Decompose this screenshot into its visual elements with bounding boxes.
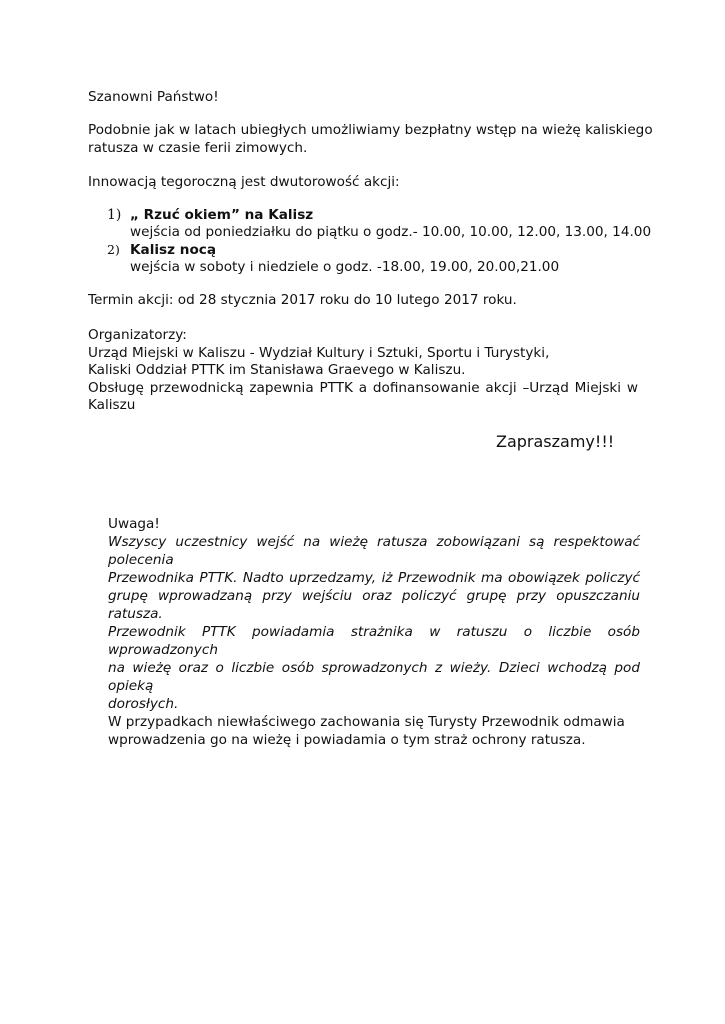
- notice-italic-line: Wszyscy uczestnicy wejść na wieżę ratusza zobowiązani są respektować polecenia: [108, 534, 640, 568]
- list-item-title: Kalisz nocą: [130, 242, 217, 258]
- notice-plain-line-1: W przypadkach niewłaściwego zachowania się Turysty Przewodnik odmawia: [108, 714, 625, 730]
- notice-italic-line: Przewodnik PTTK powiadamia strażnika w ratuszu o liczbie osób wprowadzonych: [108, 624, 640, 658]
- organizers-line-1: Urząd Miejski w Kaliszu - Wydział Kultury i Sztuki, Sportu i Turystyki,: [88, 345, 550, 361]
- list-item-detail: wejścia w soboty i niedziele o godz. -18.00, 19.00, 20.00,21.00: [130, 259, 560, 275]
- list-item-number: 2): [107, 242, 120, 257]
- organizers-line-3: Obsługę przewodnicką zapewnia PTTK a dofinansowanie akcji –Urząd Miejski w: [88, 380, 638, 396]
- notice-block: [108, 515, 640, 749]
- notice-italic-line: na wieżę oraz o liczbie osób sprowadzonych z wieży. Dzieci wchodzą pod opieką: [108, 660, 640, 694]
- organizers-line-4: Kaliszu: [88, 397, 136, 413]
- list-item-number: 1): [107, 207, 122, 223]
- innovation-text: Innowacją tegoroczną jest dwutorowość akcji:: [88, 174, 400, 190]
- organizers-line-2: Kaliski Oddział PTTK im Stanisława Graevego w Kaliszu.: [88, 362, 466, 378]
- notice-italic-line: Przewodnika PTTK. Nadto uprzedzamy, iż Przewodnik ma obowiązek policzyć: [108, 570, 640, 586]
- organizers-heading: Organizatorzy:: [88, 327, 187, 343]
- list-item-title: „ Rzuć okiem” na Kalisz: [130, 207, 314, 223]
- notice-italic-line: grupę wprowadzaną przy wejściu oraz policzyć grupę przy opuszczaniu ratusza.: [108, 588, 640, 622]
- invitation-text: Zapraszamy!!!: [496, 432, 615, 451]
- notice-italic-line: dorosłych.: [108, 696, 179, 712]
- notice-heading: Uwaga!: [108, 516, 160, 532]
- intro-line-1: Podobnie jak w latach ubiegłych umożliwiamy bezpłatny wstęp na wieżę kaliskiego: [88, 122, 653, 138]
- intro-line-2: ratusza w czasie ferii zimowych.: [88, 140, 308, 156]
- notice-plain-line-2: wprowadzenia go na wieżę i powiadamia o tym straż ochrony ratusza.: [108, 732, 586, 748]
- greeting: Szanowni Państwo!: [88, 89, 219, 105]
- term-text: Termin akcji: od 28 stycznia 2017 roku do 10 lutego 2017 roku.: [88, 292, 517, 308]
- list-item-detail: wejścia od poniedziałku do piątku o godz.- 10.00, 10.00, 12.00, 13.00, 14.00: [130, 224, 652, 240]
